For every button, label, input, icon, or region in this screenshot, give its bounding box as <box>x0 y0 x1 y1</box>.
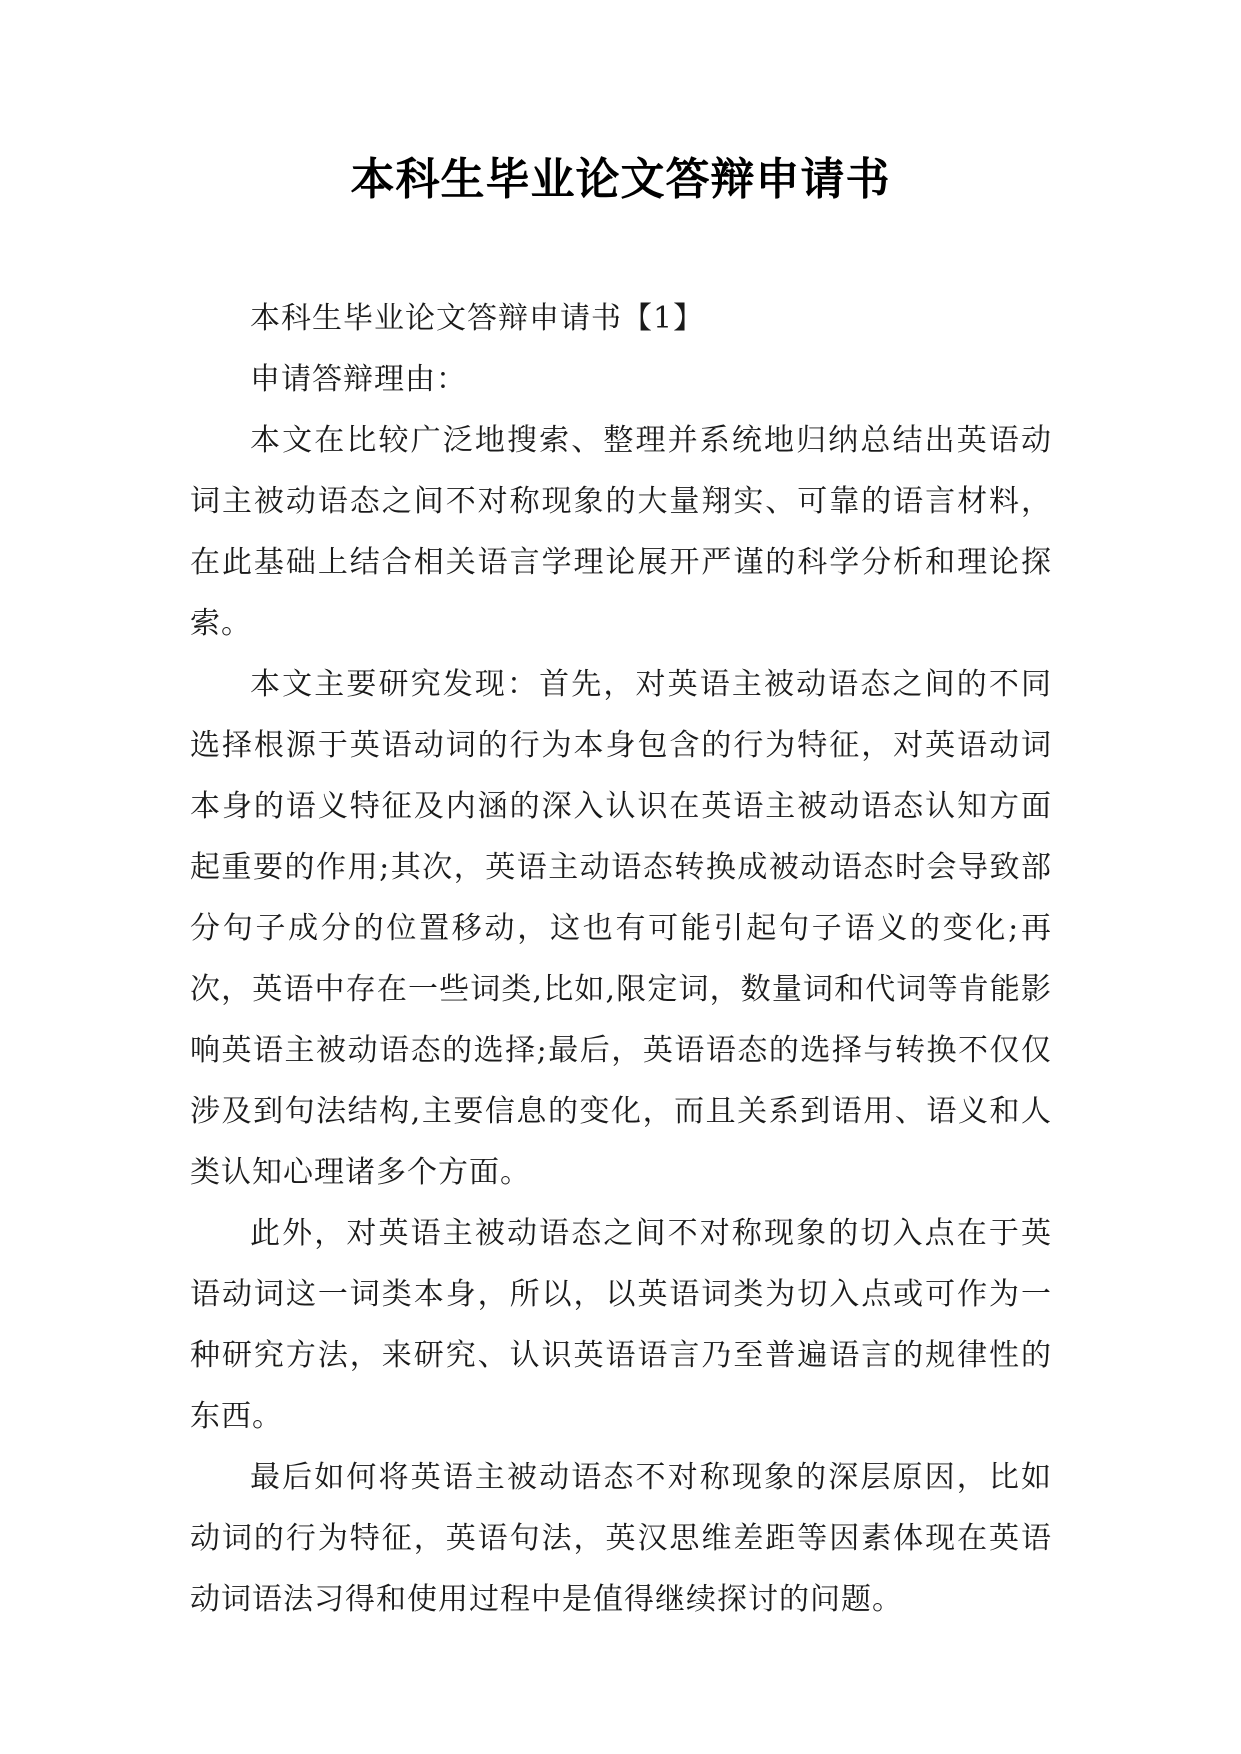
reason-label: 申请答辩理由： <box>250 362 467 397</box>
body-paragraph: 本文主要研究发现：首先，对英语主被动语态之间的不同选择根源于英语动词的行为本身包含的行为特征，对英语动词本身的语义特征及内涵的深入认识在英语主被动语态认知方面起重要的作用;其次，英语主动语态转换成被动语态时会导致部分句子成分的位置移动，这也有可能引起句子语义的变化;再次，英语中存在一些词类,比如,限定词，数量词和代词等肯能影响英语主被动语态的选择;最后，英语语态的选择与转换不仅仅涉及到句法结构,主要信息的变化，而且关系到语用、语义和人类认知心理诸多个方面。 <box>190 667 1052 1190</box>
section-heading: 本科生毕业论文答辩申请书【1】 <box>250 301 705 336</box>
document-title: 本科生毕业论文答辩申请书 <box>350 154 891 205</box>
body-paragraph: 此外，对英语主被动语态之间不对称现象的切入点在于英语动词这一词类本身，所以，以英语词类为切入点或可作为一种研究方法，来研究、认识英语语言乃至普遍语言的规律性的东西。 <box>190 1216 1052 1434</box>
body-paragraph: 最后如何将英语主被动语态不对称现象的深层原因，比如动词的行为特征，英语句法，英汉思维差距等因素体现在英语动词语法习得和使用过程中是值得继续探讨的问题。 <box>190 1460 1052 1617</box>
body-paragraph: 本文在比较广泛地搜索、整理并系统地归纳总结出英语动词主被动语态之间不对称现象的大量翔实、可靠的语言材料，在此基础上结合相关语言学理论展开严谨的科学分析和理论探索。 <box>190 423 1052 641</box>
document-body <box>190 288 1052 1630</box>
